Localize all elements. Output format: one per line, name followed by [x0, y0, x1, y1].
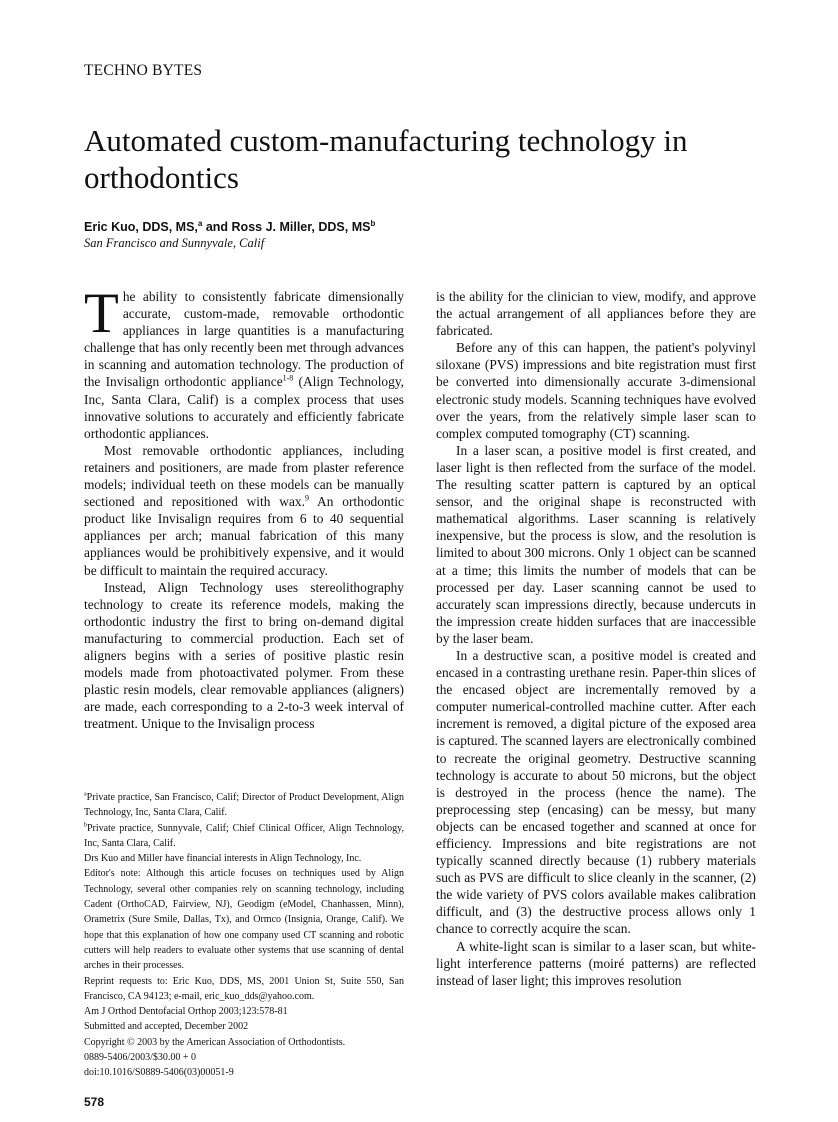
paragraph: In a laser scan, a positive model is first created, and laser light is then reflected from the surface of the model. The resulting scatter pattern is captured by an optical sensor, and the original shape is reconstructed with mathematical algorithms. Laser scanning is relatively inexpensive, but the process is slow, and the resolution is limited to about 300 microns. Only 1 object can be scanned at a time; this limits the number of models that can be processed per day. Laser scanning cannot be used to accurately scan impressions directly, because undercuts in the impression create hidden surfaces that are inaccessible by the laser beam.: [436, 442, 756, 646]
author-2-affil-mark: b: [370, 219, 376, 228]
paragraph: Instead, Align Technology uses stereolithography technology to create its reference models, making the orthodontic industry the first to bring on-demand digital manufacturing to commercial production. Each set of aligners begins with a series of positive plastic resin models made from photoactivated polymer. From these plastic resin models, clear removable appliances (aligners) are made, each corresponding to a 2-to-3 week interval of treatment. Unique to the Invisalign process: [84, 579, 404, 732]
left-column-wrapper: [84, 282, 405, 1109]
author-line: [84, 219, 375, 234]
reprint-requests: Reprint requests to: Eric Kuo, DDS, MS, 2001 Union St, Suite 550, San Francisco, CA 94123; e-mail, eric_kuo_dds@yahoo.com.: [84, 975, 404, 1002]
left-column: [84, 282, 405, 768]
footnote-a: [84, 790, 404, 821]
author-1: Eric Kuo, DDS, MS,: [84, 220, 198, 235]
issn: 0889-5406/2003/$30.00 + 0: [84, 1052, 197, 1064]
page-number: 578: [84, 1094, 105, 1109]
doi: doi:10.1016/S0889-5406(03)00051-9: [84, 1067, 234, 1079]
author-1-affil-mark: a: [197, 219, 203, 228]
text: he ability to consistently fabricate dimensionally accurate, custom-made, removable orthodontic appliances in large quantities is a manufacturing challenge that has only recently been met through advances in scanning and automation technology. The production of the Invisalign orthodontic appliance: [84, 289, 404, 390]
paragraph: A white-light scan is similar to a laser scan, but white-light interference patterns (moiré patterns) are reflected instead of laser light; this improves resolution: [436, 938, 756, 988]
section-label: TECHNO BYTES: [84, 62, 203, 79]
paragraph: Before any of this can happen, the patient's polyvinyl siloxane (PVS) impressions and bite registration must first be converted into dimensionally accurate 3-dimensional electronic study models. Scanning techniques have evolved over the years, from the relatively simple laser scan to complex computed tomography (CT) scanning.: [436, 340, 756, 441]
footnote-b: [84, 821, 404, 852]
footnote-mark: a: [84, 791, 87, 798]
text: Private practice, Sunnyvale, Calif; Chief Clinical Officer, Align Technology, Inc, Santa Clara, Calif.: [84, 822, 404, 849]
author-2: and Ross J. Miller, DDS, MS: [202, 220, 371, 235]
submitted-date: Submitted and accepted, December 2002: [84, 1021, 249, 1033]
text: Private practice, San Francisco, Calif; Director of Product Development, Align Technology, Inc, Santa Clara, Calif.: [84, 792, 404, 819]
paragraph: is the ability for the clinician to view, modify, and approve the actual arrangement of all appliances before they are fabricated.: [436, 289, 756, 339]
footnote-mark: b: [84, 822, 87, 829]
text: An orthodontic product like Invisalign requires from 6 to 40 sequential appliances per arch; manual fabrication of this many appliances would be prohibitively expensive, and it would be difficult to maintain the required accuracy.: [84, 494, 405, 578]
article-title: Automated custom-manufacturing technology in orthodontics: [84, 123, 688, 195]
disclosure: Drs Kuo and Miller have financial interests in Align Technology, Inc.: [84, 853, 362, 865]
citation-ref: 9: [304, 493, 309, 503]
right-column: [436, 288, 756, 989]
journal-citation: Am J Orthod Dentofacial Orthop 2003;123:578-81: [84, 1006, 288, 1018]
text: (Align Technology, Inc, Santa Clara, Calif) is a complex process that uses innovative solutions to accurately and efficiently fabricate orthodontic appliances.: [84, 374, 404, 441]
paragraph: [84, 282, 404, 442]
text: Most removable orthodontic appliances, including retainers and positioners, are made from plaster reference models; individual teeth on these models can be manually sectioned and repositioned with wax.: [84, 442, 404, 510]
editors-note: Editor's note: Although this article focuses on techniques used by Align Technology, several other companies rely on scanning technology, including Cadent (OrthoCAD, Fairview, NJ), Geodigm (eModel, Chanhassen, Minn), Orametrix (Sure Smile, Dallas, Tx), and Ormco (Insignia, Orange, Calif). We hope that this explanation of how one company used CT scanning and robotic cutters will help readers to evaluate other systems that use scanning of dental arches in their processes.: [84, 868, 404, 972]
footnotes: [84, 790, 404, 1081]
paragraph: [84, 442, 404, 579]
citation-ref: 1-8: [282, 374, 294, 383]
copyright: Copyright © 2003 by the American Association of Orthodontists.: [84, 1036, 346, 1048]
author-affiliation: San Francisco and Sunnyvale, Calif: [84, 236, 265, 250]
drop-cap: T: [84, 282, 119, 345]
paragraph: In a destructive scan, a positive model is created and encased in a contrasting urethane resin. Paper-thin slices of the encased object are incrementally removed by a computer numerical-controlled machine cutter. After each increment is removed, a digital picture of the exposed area is captured. The scanned layers are electronically combined to recreate the original geometry. Destructive scanning technology is accurate to about 50 microns, but the object is destroyed in the process (hence the name). The preprocessing step (encasing) can be messy, but many objects can be encased together and scanned at once for efficiency. Impressions and bite registrations are not typically scanned directly because (1) rubbery materials such as PVS are difficult to slice cleanly in the scanner, (2) the wide variety of PVS colors available makes calibration difficult, and (3) the destructive process allows only 1 chance to correctly acquire the scan.: [436, 647, 756, 937]
